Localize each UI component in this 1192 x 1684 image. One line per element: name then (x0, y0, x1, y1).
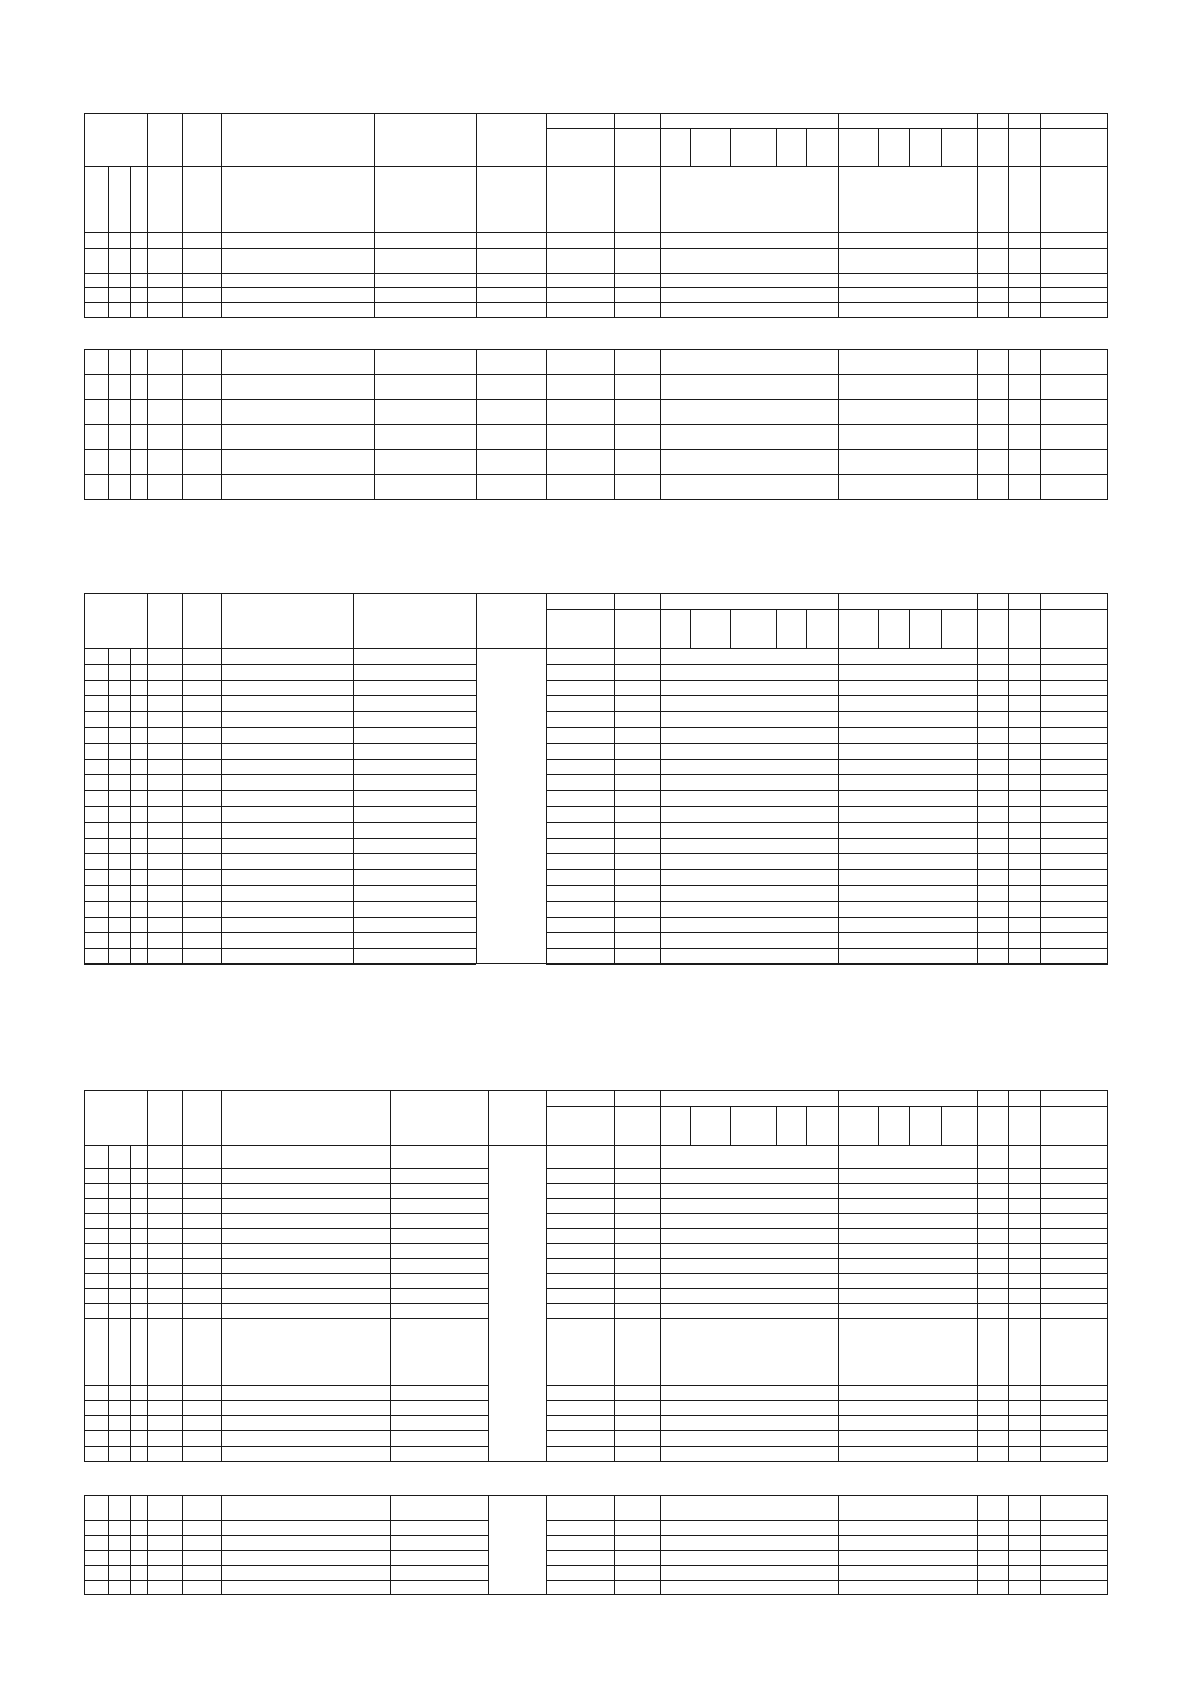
grid-rule-horizontal (546, 128, 1108, 129)
grid-rule-horizontal (84, 885, 476, 886)
grid-rule-horizontal (84, 838, 476, 839)
grid-rule-horizontal (84, 302, 1108, 303)
grid-rule-horizontal (84, 1565, 488, 1566)
grid-rule-horizontal (546, 1430, 1108, 1431)
grid-rule-vertical (806, 609, 807, 648)
grid-rule-horizontal (84, 399, 1108, 400)
grid-rule-horizontal (546, 853, 1108, 854)
grid-rule-horizontal (546, 1273, 1108, 1274)
grid-rule-horizontal (84, 1198, 488, 1199)
grid-rule-horizontal (546, 1198, 1108, 1199)
grid-rule-horizontal (84, 232, 1108, 233)
grid-rule-vertical (690, 1106, 691, 1145)
grid-rule-vertical (690, 609, 691, 648)
grid-rule-vertical (941, 128, 942, 166)
grid-rule-horizontal (546, 1258, 1108, 1259)
grid-rule-horizontal (84, 1446, 488, 1447)
grid-rule-vertical (730, 1106, 731, 1145)
grid-rule-horizontal (546, 885, 1108, 886)
grid-rule-vertical (776, 128, 777, 166)
grid-rule-horizontal (546, 917, 1108, 918)
grid-rule-horizontal (84, 1258, 488, 1259)
grid-rule-horizontal (84, 1318, 488, 1319)
table-4 (84, 1090, 1108, 1462)
grid-rule-horizontal (546, 948, 1108, 949)
grid-rule-horizontal (546, 774, 1108, 775)
grid-rule-horizontal (84, 743, 476, 744)
grid-rule-horizontal (84, 1415, 488, 1416)
grid-rule-horizontal (84, 806, 476, 807)
grid-rule-horizontal (84, 759, 476, 760)
grid-rule-horizontal (546, 790, 1108, 791)
grid-rule-horizontal (84, 273, 1108, 274)
grid-rule-horizontal (84, 1168, 488, 1169)
grid-rule-horizontal (84, 248, 1108, 249)
grid-rule-vertical (488, 1495, 489, 1595)
grid-rule-vertical (730, 609, 731, 648)
grid-rule-horizontal (84, 1385, 488, 1386)
grid-rule-horizontal (84, 869, 476, 870)
grid-rule-horizontal (546, 1535, 1108, 1536)
grid-rule-horizontal (84, 1303, 488, 1304)
grid-rule-horizontal (84, 1430, 488, 1431)
grid-rule-horizontal (546, 932, 1108, 933)
grid-rule-horizontal (546, 664, 1108, 665)
grid-rule-horizontal (84, 711, 476, 712)
grid-rule-horizontal (84, 917, 476, 918)
grid-rule-horizontal (546, 1168, 1108, 1169)
grid-rule-horizontal (546, 1228, 1108, 1229)
grid-rule-vertical (878, 1106, 879, 1145)
grid-rule-horizontal (84, 287, 1108, 288)
grid-rule-horizontal (84, 1400, 488, 1401)
grid-rule-horizontal (546, 1385, 1108, 1386)
grid-rule-horizontal (546, 1183, 1108, 1184)
grid-rule-horizontal (84, 1228, 488, 1229)
grid-rule-horizontal (546, 727, 1108, 728)
table-2 (84, 349, 1108, 500)
grid-rule-horizontal (546, 806, 1108, 807)
grid-rule-horizontal (84, 664, 476, 665)
grid-rule-vertical (909, 128, 910, 166)
grid-rule-horizontal (84, 1183, 488, 1184)
grid-rule-horizontal (546, 964, 1108, 965)
grid-rule-horizontal (546, 609, 1108, 610)
table-3 (84, 593, 1108, 964)
grid-rule-vertical (730, 128, 731, 166)
grid-rule-horizontal (84, 1580, 488, 1581)
grid-rule-vertical (130, 166, 131, 318)
grid-rule-horizontal (84, 932, 476, 933)
grid-rule-horizontal (546, 743, 1108, 744)
grid-rule-horizontal (84, 1213, 488, 1214)
grid-rule-horizontal (84, 1145, 1108, 1146)
grid-rule-vertical (909, 609, 910, 648)
table-1 (84, 113, 1108, 318)
grid-rule-vertical (909, 1106, 910, 1145)
grid-rule-horizontal (546, 1446, 1108, 1447)
grid-rule-horizontal (546, 1288, 1108, 1289)
grid-rule-horizontal (546, 759, 1108, 760)
grid-rule-horizontal (84, 901, 476, 902)
grid-rule-horizontal (84, 948, 476, 949)
grid-rule-horizontal (546, 695, 1108, 696)
grid-rule-horizontal (84, 474, 1108, 475)
grid-rule-horizontal (546, 680, 1108, 681)
grid-rule-horizontal (84, 964, 476, 965)
grid-rule-vertical (878, 609, 879, 648)
grid-rule-vertical (690, 128, 691, 166)
grid-rule-vertical (941, 609, 942, 648)
grid-rule-horizontal (84, 1243, 488, 1244)
grid-rule-vertical (776, 1106, 777, 1145)
grid-rule-horizontal (84, 1550, 488, 1551)
grid-rule-horizontal (546, 1400, 1108, 1401)
grid-rule-horizontal (84, 695, 476, 696)
grid-rule-horizontal (84, 680, 476, 681)
grid-rule-vertical (806, 1106, 807, 1145)
grid-rule-horizontal (84, 166, 1108, 167)
grid-rule-vertical (878, 128, 879, 166)
grid-rule-horizontal (84, 822, 476, 823)
grid-rule-horizontal (84, 648, 1108, 649)
grid-rule-vertical (941, 1106, 942, 1145)
grid-rule-horizontal (546, 1213, 1108, 1214)
grid-rule-horizontal (546, 1580, 1108, 1581)
grid-rule-horizontal (84, 424, 1108, 425)
page-title (84, 60, 1108, 80)
grid-rule-horizontal (546, 1243, 1108, 1244)
grid-rule-horizontal (546, 1550, 1108, 1551)
grid-rule-horizontal (546, 1415, 1108, 1416)
grid-rule-horizontal (546, 1520, 1108, 1521)
grid-rule-horizontal (546, 901, 1108, 902)
grid-rule-horizontal (546, 838, 1108, 839)
grid-rule-vertical (806, 128, 807, 166)
grid-rule-horizontal (84, 1535, 488, 1536)
grid-rule-horizontal (84, 374, 1108, 375)
grid-rule-vertical (776, 609, 777, 648)
grid-rule-horizontal (546, 1106, 1108, 1107)
grid-rule-vertical (108, 166, 109, 318)
grid-rule-horizontal (546, 711, 1108, 712)
grid-rule-horizontal (84, 1273, 488, 1274)
grid-rule-horizontal (546, 869, 1108, 870)
grid-rule-horizontal (84, 449, 1108, 450)
grid-rule-horizontal (546, 1303, 1108, 1304)
grid-rule-horizontal (546, 822, 1108, 823)
grid-rule-horizontal (84, 853, 476, 854)
grid-rule-horizontal (84, 1520, 488, 1521)
grid-rule-horizontal (84, 727, 476, 728)
grid-rule-horizontal (84, 1288, 488, 1289)
table-5 (84, 1495, 1108, 1595)
grid-rule-horizontal (546, 1565, 1108, 1566)
grid-rule-horizontal (84, 790, 476, 791)
grid-rule-horizontal (84, 774, 476, 775)
grid-rule-horizontal (546, 1318, 1108, 1319)
